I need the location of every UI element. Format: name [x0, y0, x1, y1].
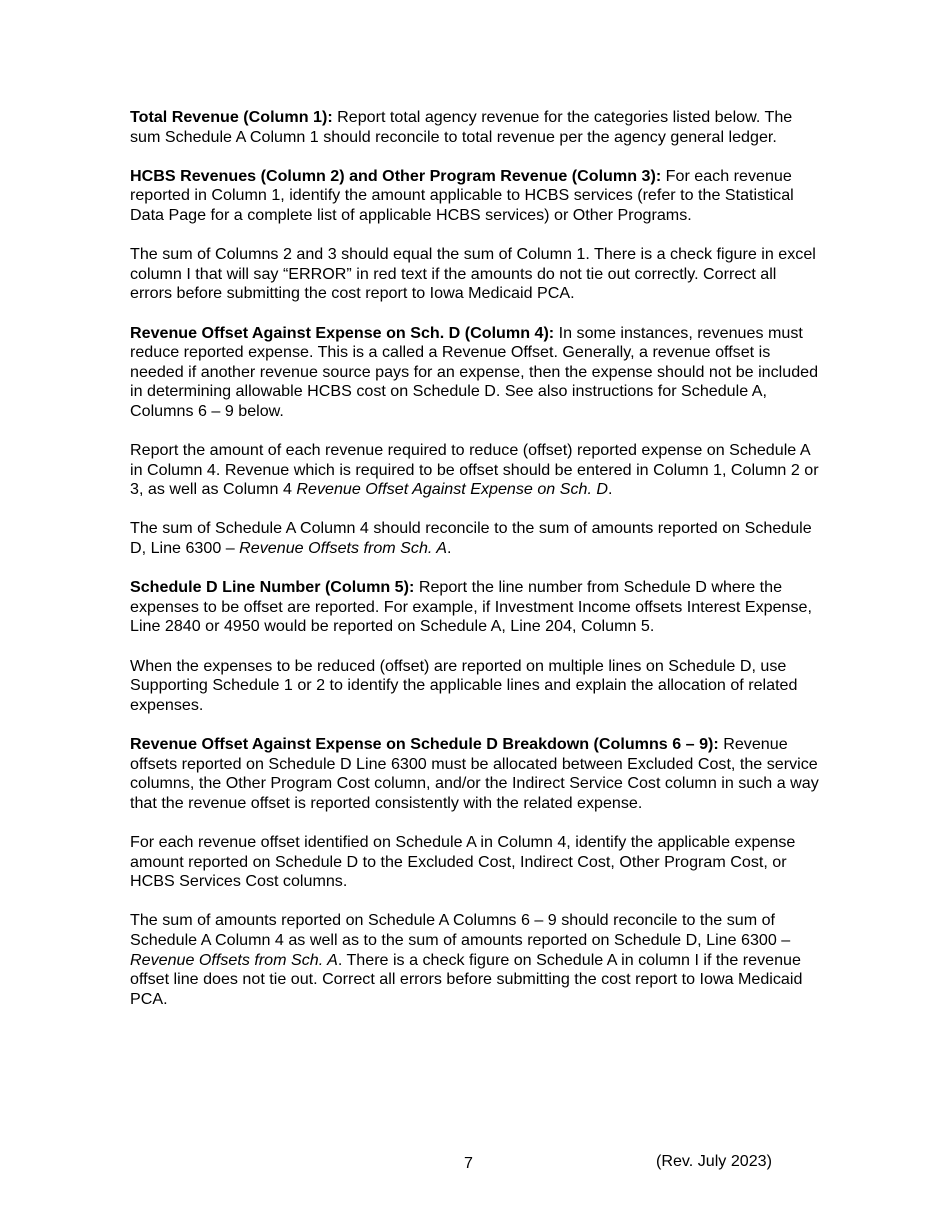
paragraph-text: For each revenue offset identified on Schedule A in Column 4, identify the applicable expense amount reported on Schedule D to the Excluded Cost, Indirect Cost, Other Program Cost, or HCBS Services Cost columns.	[130, 832, 796, 891]
paragraph-text: Revenue offsets reported on Schedule D Line 6300 must be allocated between Excluded Cost, the service columns, the Other Program Cost column, and/or the Indirect Service Cost column in such a way that the revenue offset is reported consistently with the related expense.	[130, 735, 819, 812]
paragraph-heading: Revenue Offset Against Expense on Sch. D (Column 4):	[130, 323, 555, 342]
paragraph-cols-6-9-reconcile	[130, 911, 822, 1009]
paragraph-col4-reconcile	[130, 519, 822, 558]
paragraph-identify-expense-amount	[130, 833, 822, 892]
paragraph-total-revenue	[130, 108, 822, 147]
paragraph-italic-text: Revenue Offsets from Sch. A	[239, 539, 447, 558]
paragraph-text: The sum of Columns 2 and 3 should equal the sum of Column 1. There is a check figure in excel column I that will say “ERROR” in red text if the amounts do not tie out correctly. Correct all errors before submitting the cost report to Iowa Medicaid PCA.	[130, 245, 816, 303]
paragraph-text: When the expenses to be reduced (offset) are reported on multiple lines on Schedule D, use Supporting Schedule 1 or 2 to identify the applicable lines and explain the allocation of related expenses.	[130, 656, 798, 714]
paragraph-columns-sum-check	[130, 245, 822, 304]
paragraph-text-after: .	[608, 480, 613, 499]
document-body	[130, 108, 822, 1029]
paragraph-text: In some instances, revenues must reduce reported expense. This is a called a Revenue Offset. Generally, a revenue offset is needed if another revenue source pays for an expense, then the expense should not be included in determining allowable HCBS cost on Schedule D. See also instructions for Schedule A, Columns 6 – 9 below.	[130, 323, 819, 420]
paragraph-text: The sum of amounts reported on Schedule A Columns 6 – 9 should reconcile to the sum of Schedule A Column 4 as well as to the sum of amounts reported on Schedule D, Line 6300 –	[130, 911, 791, 949]
paragraph-heading: Revenue Offset Against Expense on Schedule D Breakdown (Columns 6 – 9):	[130, 735, 719, 753]
paragraph-heading: HCBS Revenues (Column 2) and Other Program Revenue (Column 3):	[130, 166, 662, 185]
paragraph-italic-text: Revenue Offset Against Expense on Sch. D	[296, 480, 609, 499]
paragraph-heading: Schedule D Line Number (Column 5):	[130, 578, 415, 597]
paragraph-text: For each revenue reported in Column 1, identify the amount applicable to HCBS services (refer to the Statistical Data Page for a complete list of applicable HCBS services) or Other Programs.	[130, 166, 794, 224]
page-number: 7	[464, 1154, 473, 1172]
paragraph-text: The sum of Schedule A Column 4 should reconcile to the sum of amounts reported on Schedule D, Line 6300 –	[130, 519, 812, 558]
paragraph-heading: Total Revenue (Column 1):	[130, 108, 333, 126]
paragraph-report-offset-amount	[130, 441, 822, 500]
paragraph-revenue-offset-col4	[130, 324, 822, 422]
paragraph-text: Report the amount of each revenue required to reduce (offset) reported expense on Schedule A in Column 4. Revenue which is required to be offset should be entered in Column 1, Column 2 or 3, as well as Column 4	[130, 441, 819, 499]
paragraph-text-after: .	[446, 539, 452, 558]
paragraph-text-after: . There is a check figure on Schedule A in column I if the revenue offset line does not tie out. Correct all errors before submitting the cost report to Iowa Medicaid PCA.	[130, 950, 803, 1008]
paragraph-italic-text: Revenue Offsets from Sch. A	[130, 950, 338, 969]
revision-date: (Rev. July 2023)	[656, 1152, 772, 1170]
paragraph-hcbs-revenues	[130, 167, 822, 226]
paragraph-multiple-lines	[130, 657, 822, 716]
paragraph-text: Report the line number from Schedule D where the expenses to be offset are reported. For example, if Investment Income offsets Interest Expense, Line 2840 or 4950 would be reported on Schedule A, Line 204, Column 5.	[130, 578, 812, 636]
paragraph-schedule-d-line-number	[130, 578, 822, 637]
paragraph-text: Report total agency revenue for the categories listed below. The sum Schedule A Column 1 should reconcile to total revenue per the agency general ledger.	[130, 108, 793, 146]
paragraph-offset-breakdown	[130, 735, 822, 813]
